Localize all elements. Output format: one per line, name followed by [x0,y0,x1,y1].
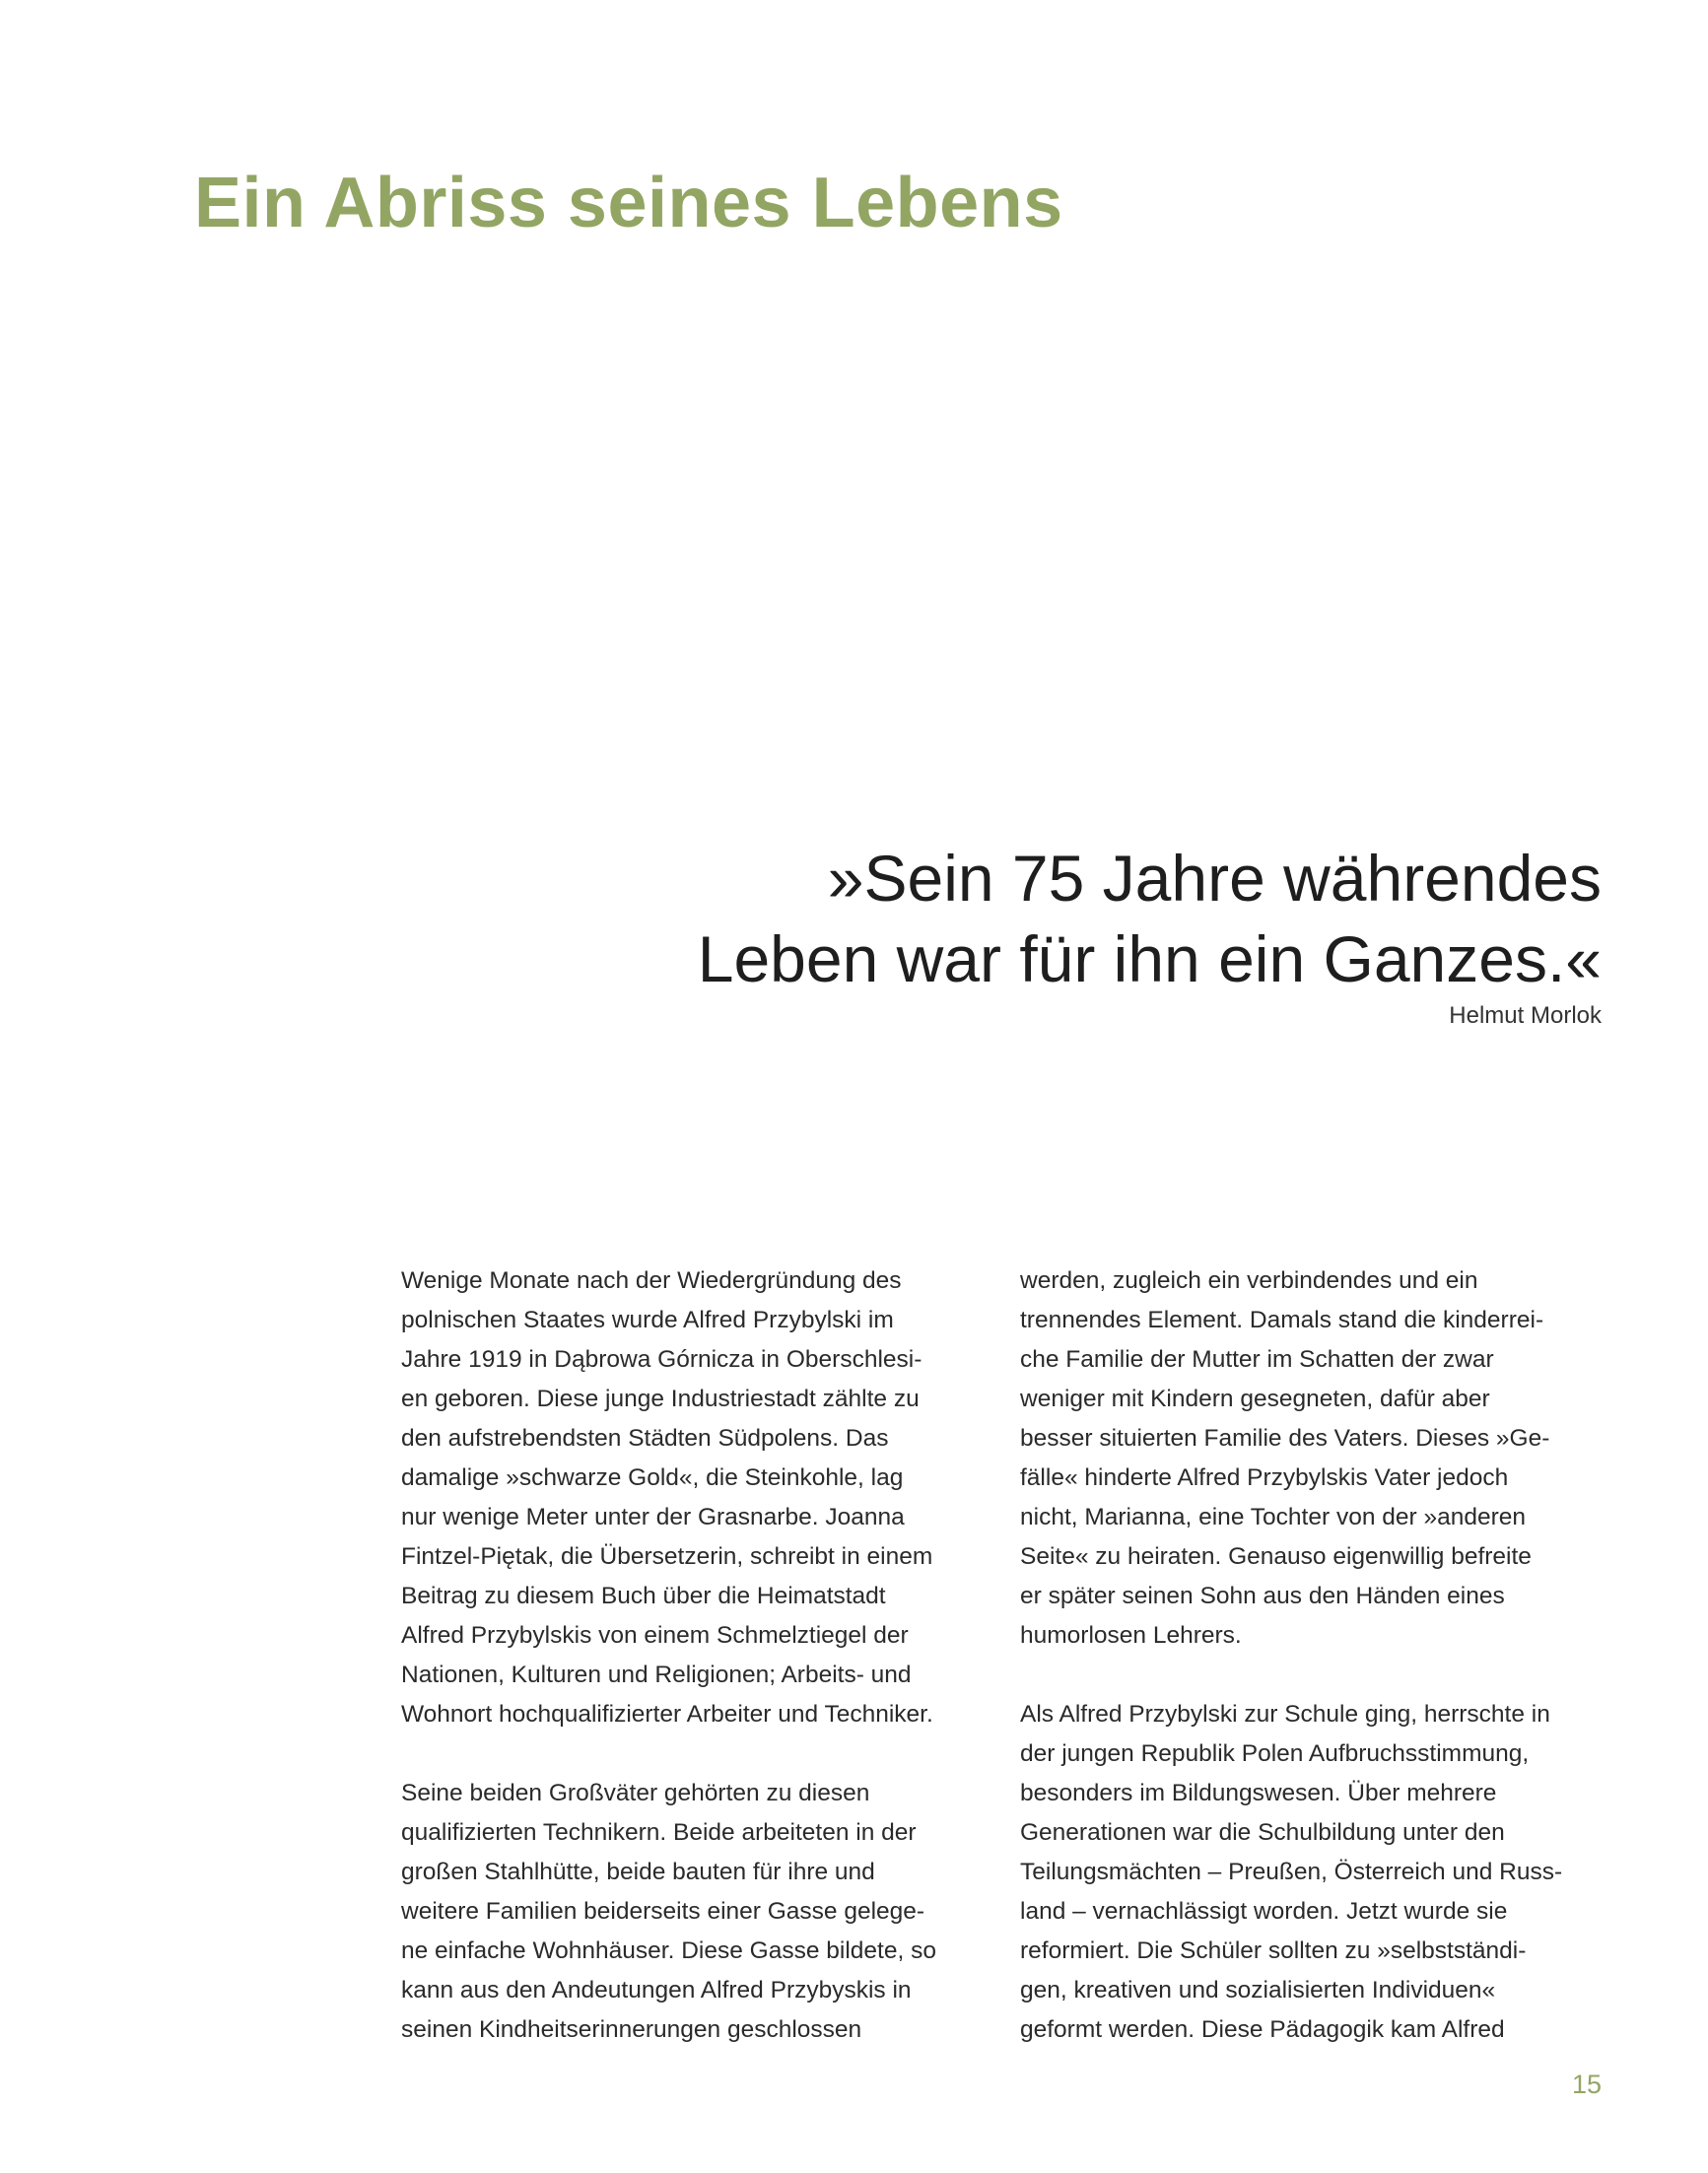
text-line: en geboren. Diese junge Industriestadt zählte zu [401,1386,920,1412]
text-line: fälle« hinderte Alfred Przybylskis Vater jedoch [1020,1464,1509,1491]
text-line: land – vernachlässigt worden. Jetzt wurde sie [1020,1898,1508,1925]
text-line: weniger mit Kindern gesegneten, dafür aber [1020,1386,1490,1412]
text-line: werden, zugleich ein verbindendes und ein [1020,1267,1478,1294]
quote-line: »Sein 75 Jahre währendes [827,842,1602,915]
text-line: besonders im Bildungswesen. Über mehrere [1020,1780,1497,1806]
quote-line: Leben war für ihn ein Ganzes.« [697,922,1602,995]
text-line: humorlosen Lehrers. [1020,1622,1242,1649]
body-column-left [401,1261,992,2050]
text-line: Teilungsmächten – Preußen, Österreich und Russ- [1020,1859,1563,1885]
text-line: Als Alfred Przybylski zur Schule ging, herrschte in [1020,1701,1550,1728]
text-line: Wohnort hochqualifizierter Arbeiter und Techniker. [401,1701,933,1728]
pull-quote [698,838,1602,1031]
text-line: damalige »schwarze Gold«, die Steinkohle, lag [401,1464,904,1491]
text-line: Jahre 1919 in Dąbrowa Górnicza in Oberschlesi- [401,1346,922,1373]
text-line: der jungen Republik Polen Aufbruchsstimmung, [1020,1740,1530,1767]
text-line: den aufstrebendsten Städten Südpolens. Das [401,1425,889,1452]
paragraph-break [401,1734,992,1774]
text-line: gen, kreativen und sozialisierten Individuen« [1020,1977,1496,2003]
text-line: Wenige Monate nach der Wiedergründung des [401,1267,902,1294]
text-line: nur wenige Meter unter der Grasnarbe. Joanna [401,1504,905,1530]
text-line: geformt werden. Diese Pädagogik kam Alfred [1020,2016,1505,2043]
text-line: Fintzel-Piętak, die Übersetzerin, schreibt in einem [401,1543,933,1570]
text-line: polnischen Staates wurde Alfred Przybylski im [401,1307,894,1333]
text-line: Seite« zu heiraten. Genauso eigenwillig befreite [1020,1543,1532,1570]
text-line: kann aus den Andeutungen Alfred Przybyskis in [401,1977,912,2003]
chapter-title: Ein Abriss seines Lebens [194,164,1063,242]
text-line: Nationen, Kulturen und Religionen; Arbeits- und [401,1662,912,1688]
page-number: 15 [1571,2070,1602,2099]
text-line: nicht, Marianna, eine Tochter von der »anderen [1020,1504,1527,1530]
text-line: großen Stahlhütte, beide bauten für ihre und [401,1859,875,1885]
text-line: che Familie der Mutter im Schatten der zwar [1020,1346,1494,1373]
text-line: qualifizierten Technikern. Beide arbeiteten in der [401,1819,917,1846]
text-line: trennendes Element. Damals stand die kinderrei- [1020,1307,1544,1333]
text-line: Alfred Przybylskis von einem Schmelztiegel der [401,1622,909,1649]
body-column-right [1020,1261,1611,2050]
quote-author: Helmut Morlok [1449,1002,1602,1029]
text-line: ne einfache Wohnhäuser. Diese Gasse bildete, so [401,1937,936,1964]
text-line: er später seinen Sohn aus den Händen eines [1020,1583,1505,1609]
text-line: Beitrag zu diesem Buch über die Heimatstadt [401,1583,886,1609]
text-line: Generationen war die Schulbildung unter den [1020,1819,1505,1846]
text-line: seinen Kindheitserinnerungen geschlossen [401,2016,862,2043]
text-line: Seine beiden Großväter gehörten zu diesen [401,1780,870,1806]
text-line: reformiert. Die Schüler sollten zu »selbstständi- [1020,1937,1527,1964]
text-line: besser situierten Familie des Vaters. Dieses »Ge- [1020,1425,1550,1452]
paragraph-break [1020,1656,1611,1695]
text-line: weitere Familien beiderseits einer Gasse gelege- [401,1898,925,1925]
